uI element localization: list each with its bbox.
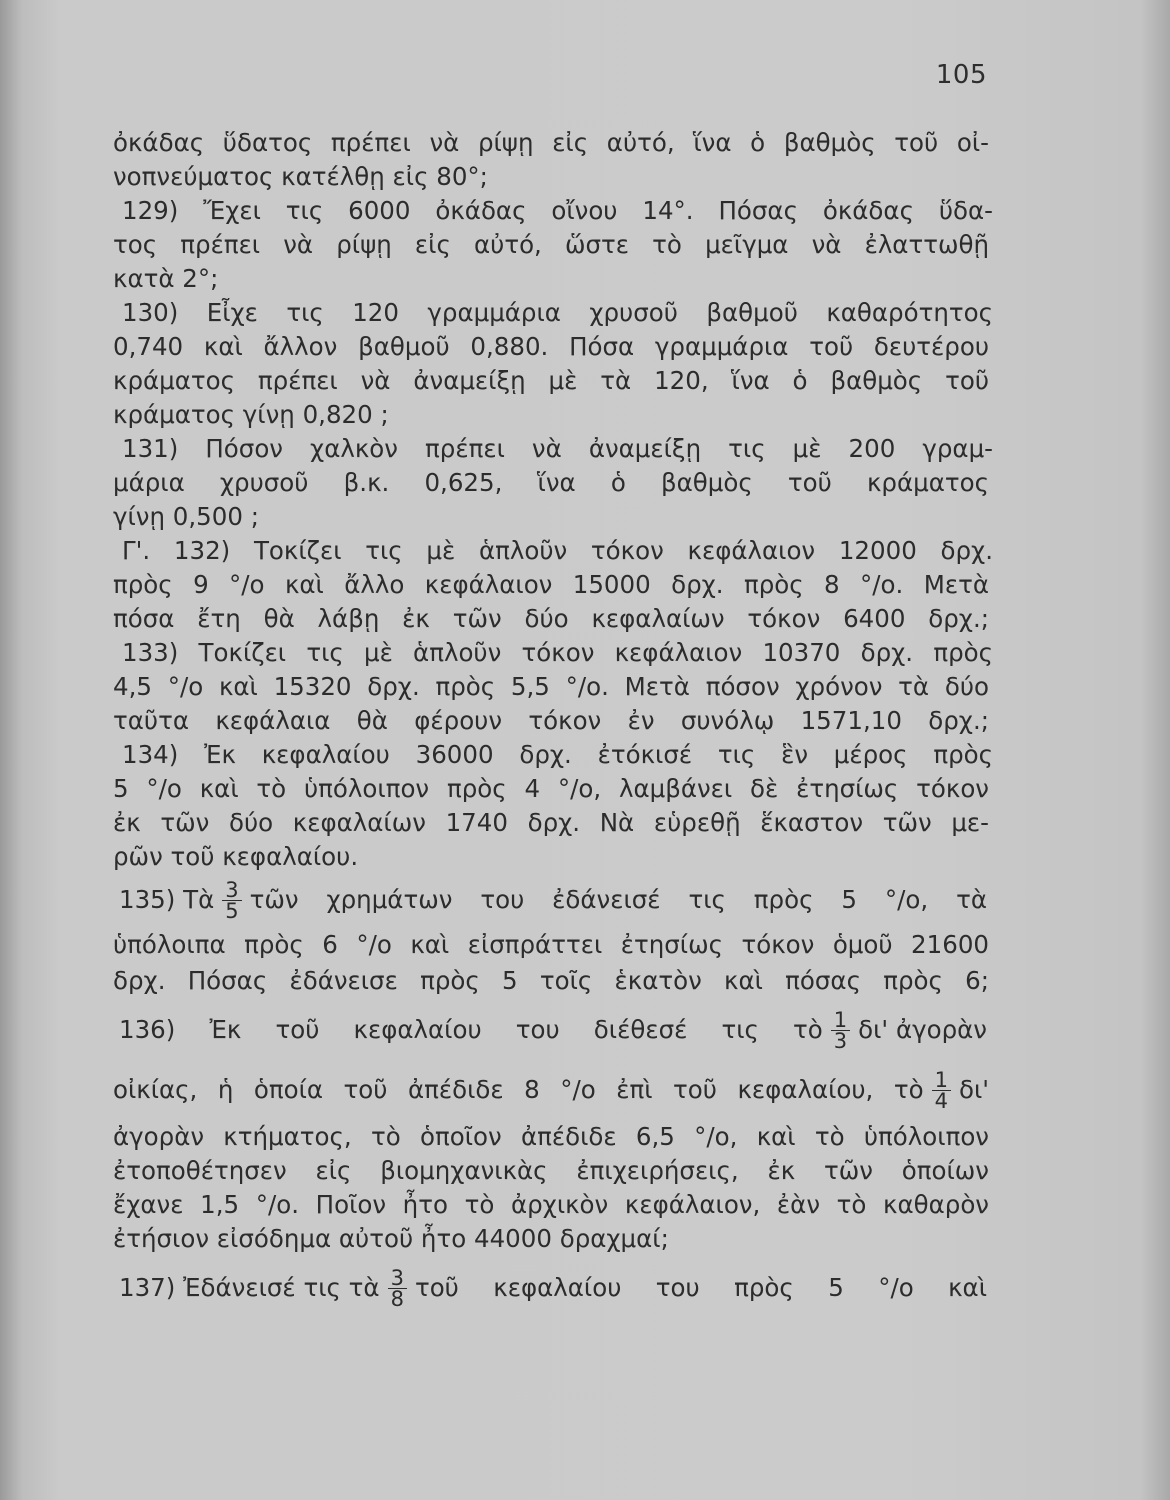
exercise-134-line: 134) Ἐκ κεφαλαίου 36000 δρχ. ἐτόκισέ τις ἓν μέρος πρὸς <box>122 740 993 769</box>
text-line: ἐκ τῶν δύο κεφαλαίων 1740 δρχ. Νὰ εὑρεθῇ ἕκαστον τῶν με- <box>113 808 989 837</box>
text-span: 137) Ἐδάνεισέ τις τὰ <box>119 1273 380 1302</box>
text-line: κράματος γίνῃ 0,820 ; <box>113 400 389 429</box>
fraction-numerator: 1 <box>932 1070 951 1091</box>
section-g-exercise-132-line: Γ'. 132) Τοκίζει τις μὲ ἁπλοῦν τόκον κεφάλαιον 12000 δρχ. <box>122 536 993 565</box>
text-line: 0,740 καὶ ἄλλον βαθμοῦ 0,880. Πόσα γραμμάρια τοῦ δευτέρου <box>113 332 989 361</box>
text-line: 4,5 °/ο καὶ 15320 δρχ. πρὸς 5,5 °/ο. Μετὰ πόσον χρόνον τὰ δύο <box>113 672 989 701</box>
page-number: 105 <box>935 60 987 90</box>
exercise-136-line <box>119 1008 987 1052</box>
fraction-3-8 <box>388 1265 407 1311</box>
text-line: ἐτήσιον εἰσόδημα αὐτοῦ ἦτο 44000 δραχμαί; <box>113 1224 669 1253</box>
text-line: ὀκάδας ὕδατος πρέπει νὰ ρίψῃ εἰς αὐτό, ἵνα ὁ βαθμὸς τοῦ οἰ- <box>113 128 989 157</box>
text-span: τῶν χρημάτων του ἐδάνεισέ τις πρὸς 5 °/ο, τὰ <box>249 885 987 914</box>
text-line: ἐτοποθέτησεν εἰς βιομηχανικὰς ἐπιχειρήσεις, ἐκ τῶν ὁποίων <box>113 1156 989 1185</box>
text-line: ὑπόλοιπα πρὸς 6 °/ο καὶ εἰσπράττει ἐτησίως τόκον ὁμοῦ 21600 <box>113 930 989 959</box>
text-span: οἰκίας, ἡ ὁποία τοῦ ἀπέδιδε 8 °/ο ἐπὶ τοῦ κεφαλαίου, τὸ <box>113 1075 924 1104</box>
exercise-130-line: 130) Εἶχε τις 120 γραμμάρια χρυσοῦ βαθμοῦ καθαρότητος <box>122 298 993 327</box>
text-line: κατὰ 2°; <box>113 264 219 293</box>
text-line: νοπνεύματος κατέλθῃ εἰς 80°; <box>113 162 488 191</box>
exercise-129-line: 129) Ἔχει τις 6000 ὀκάδας οἴνου 14°. Πόσας ὀκάδας ὕδα- <box>122 196 993 225</box>
exercise-137-line <box>119 1266 987 1310</box>
fraction-numerator: 3 <box>222 880 241 901</box>
fraction-denominator: 3 <box>833 1028 848 1053</box>
fraction-denominator: 5 <box>225 898 239 923</box>
text-line <box>113 1068 989 1112</box>
fraction-1-4 <box>932 1067 951 1113</box>
fraction-numerator: 1 <box>831 1010 850 1031</box>
exercise-131-line: 131) Πόσον χαλκὸν πρέπει νὰ ἀναμείξῃ τις μὲ 200 γραμ- <box>122 434 993 463</box>
text-line: δρχ. Πόσας ἐδάνεισε πρὸς 5 τοῖς ἑκατὸν καὶ πόσας πρὸς 6; <box>113 966 989 995</box>
text-span: δι' ἀγορὰν <box>858 1015 987 1044</box>
text-line: 5 °/ο καὶ τὸ ὑπόλοιπον πρὸς 4 °/ο, λαμβάνει δὲ ἐτησίως τόκον <box>113 774 989 803</box>
text-span: 136) Ἐκ τοῦ κεφαλαίου του διέθεσέ τις τὸ <box>119 1015 823 1044</box>
exercise-133-line: 133) Τοκίζει τις μὲ ἁπλοῦν τόκον κεφάλαιον 10370 δρχ. πρὸς <box>122 638 993 667</box>
exercise-135-line <box>119 878 987 922</box>
text-span: τοῦ κεφαλαίου του πρὸς 5 °/ο καὶ <box>414 1273 987 1302</box>
fraction-numerator: 3 <box>388 1268 407 1289</box>
fraction-denominator: 4 <box>934 1088 948 1113</box>
text-span: δι' <box>958 1075 989 1104</box>
text-line: ταῦτα κεφάλαια θὰ φέρουν τόκον ἐν συνόλῳ 1571,10 δρχ.; <box>113 706 989 735</box>
text-line: πόσα ἔτη θὰ λάβῃ ἐκ τῶν δύο κεφαλαίων τόκον 6400 δρχ.; <box>113 604 989 633</box>
text-line: ρῶν τοῦ κεφαλαίου. <box>113 842 359 871</box>
fraction-denominator: 8 <box>390 1286 404 1311</box>
fraction-1-3 <box>831 1007 850 1053</box>
text-line: κράματος πρέπει νὰ ἀναμείξῃ μὲ τὰ 120, ἵνα ὁ βαθμὸς τοῦ <box>113 366 989 395</box>
text-span: 135) Τὰ <box>119 885 215 914</box>
text-line: ἔχανε 1,5 °/ο. Ποῖον ἦτο τὸ ἀρχικὸν κεφάλαιον, ἐὰν τὸ καθαρὸν <box>113 1190 989 1219</box>
text-line: γίνῃ 0,500 ; <box>113 502 259 531</box>
text-line: πρὸς 9 °/ο καὶ ἄλλο κεφάλαιον 15000 δρχ. πρὸς 8 °/ο. Μετὰ <box>113 570 989 599</box>
fraction-3-5 <box>222 877 241 923</box>
text-line: ἀγορὰν κτήματος, τὸ ὁποῖον ἀπέδιδε 6,5 °/ο, καὶ τὸ ὑπόλοιπον <box>113 1122 989 1151</box>
text-line: τος πρέπει νὰ ρίψῃ εἰς αὐτό, ὥστε τὸ μεῖγμα νὰ ἐλαττωθῇ <box>113 230 989 259</box>
text-line: μάρια χρυσοῦ β.κ. 0,625, ἵνα ὁ βαθμὸς τοῦ κράματος <box>113 468 989 497</box>
